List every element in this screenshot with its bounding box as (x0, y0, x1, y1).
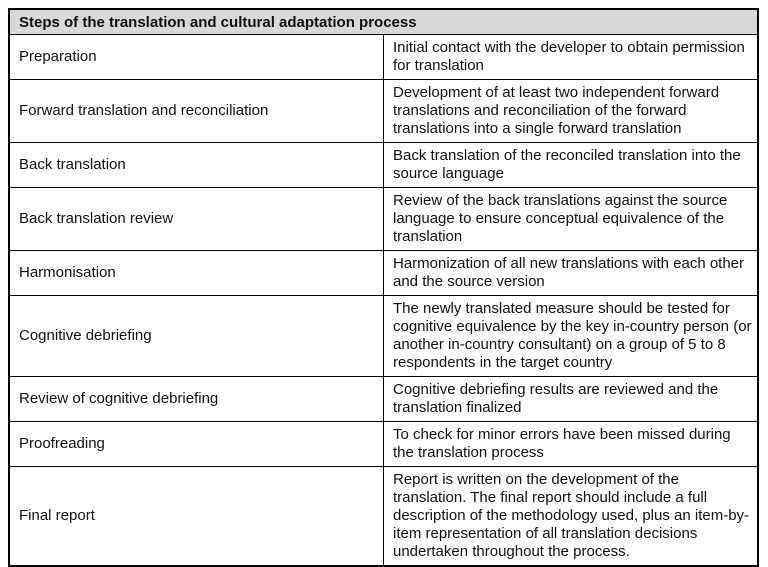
step-cell: Back translation review (9, 188, 384, 251)
table-row (9, 251, 758, 296)
step-cell: Proofreading (9, 422, 384, 467)
translation-steps-table (8, 8, 759, 567)
table-title: Steps of the translation and cultural adaptation process (9, 9, 758, 35)
description-cell: The newly translated measure should be tested for cognitive equivalence by the key in-country person (or another in-country consultant) on a group of 5 to 8 respondents in the target country (384, 296, 759, 377)
table-row (9, 188, 758, 251)
step-cell: Final report (9, 467, 384, 567)
step-cell: Forward translation and reconciliation (9, 80, 384, 143)
table-row (9, 377, 758, 422)
description-cell: Development of at least two independent forward translations and reconciliation of the forward translations into a single forward translation (384, 80, 759, 143)
table-row (9, 143, 758, 188)
step-cell: Back translation (9, 143, 384, 188)
step-cell: Preparation (9, 35, 384, 80)
description-cell: To check for minor errors have been missed during the translation process (384, 422, 759, 467)
step-cell: Harmonisation (9, 251, 384, 296)
step-cell: Cognitive debriefing (9, 296, 384, 377)
table-header-row (9, 9, 758, 35)
description-cell: Report is written on the development of the translation. The final report should include a full description of the methodology used, plus an item-by-item representation of all translation decisions undertaken throughout the process. (384, 467, 759, 567)
step-cell: Review of cognitive debriefing (9, 377, 384, 422)
description-cell: Harmonization of all new translations with each other and the source version (384, 251, 759, 296)
description-cell: Review of the back translations against the source language to ensure conceptual equivalence of the translation (384, 188, 759, 251)
description-cell: Cognitive debriefing results are reviewed and the translation finalized (384, 377, 759, 422)
description-cell: Back translation of the reconciled translation into the source language (384, 143, 759, 188)
table-row (9, 80, 758, 143)
table-row (9, 422, 758, 467)
description-cell: Initial contact with the developer to obtain permission for translation (384, 35, 759, 80)
table-row (9, 467, 758, 567)
table-row (9, 35, 758, 80)
table-row (9, 296, 758, 377)
